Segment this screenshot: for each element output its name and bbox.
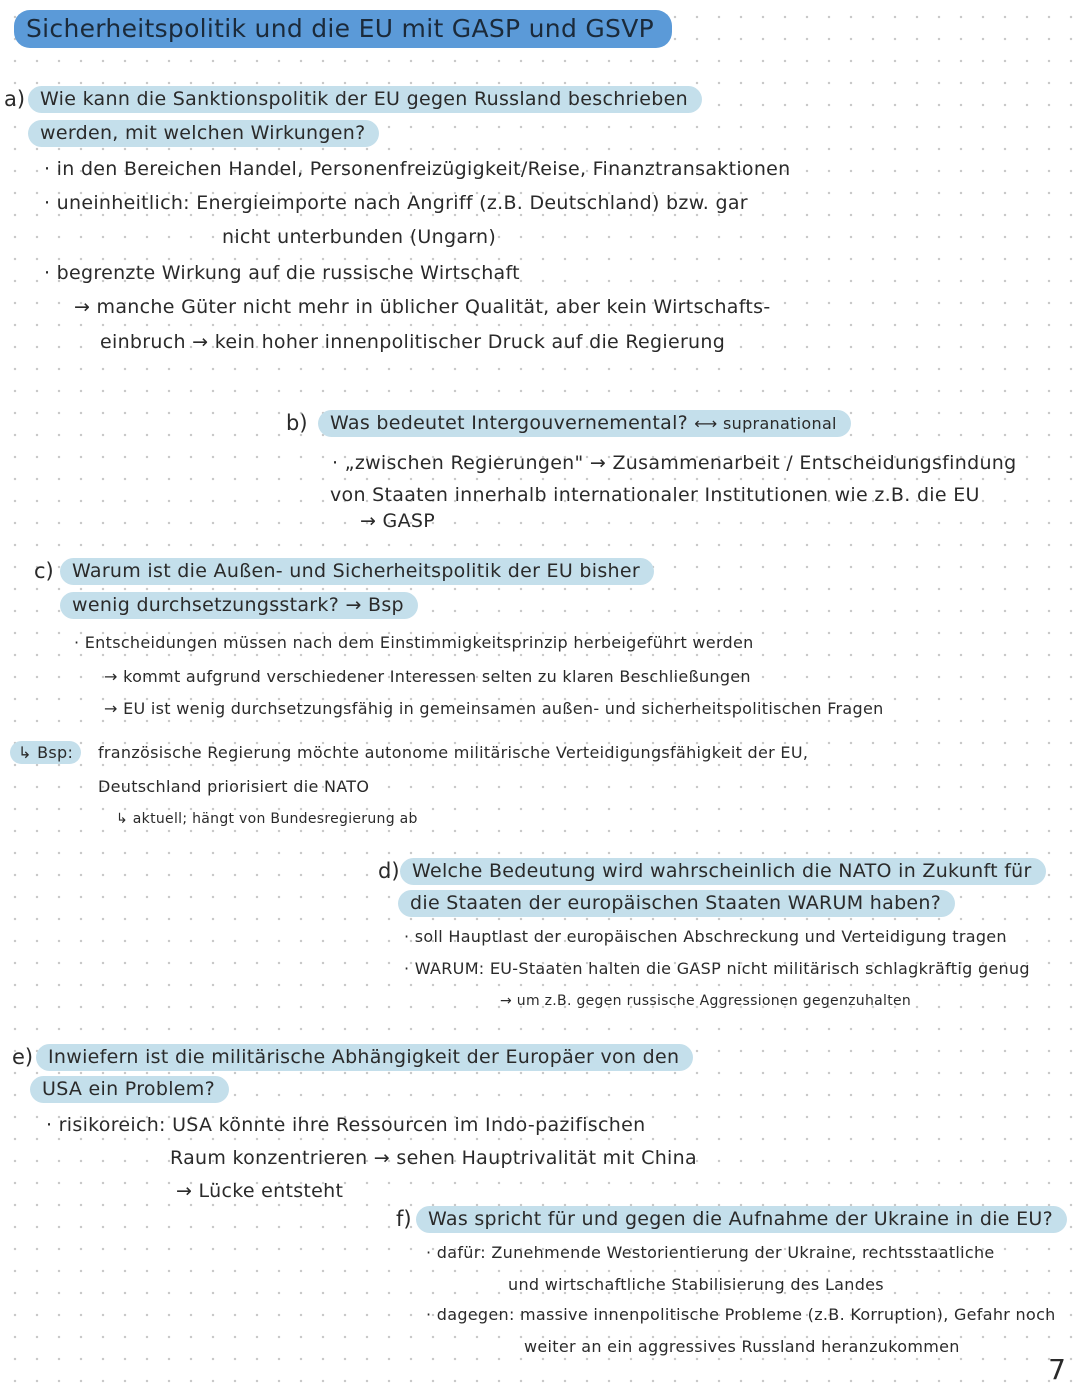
section-a-line: → manche Güter nicht mehr in üblicher Qualität, aber kein Wirtschafts-	[74, 296, 771, 318]
section-b-note: ⟷ supranational	[694, 414, 837, 433]
section-a-line: · in den Bereichen Handel, Personenfreizügigkeit/Reise, Finanztransaktionen	[44, 158, 791, 180]
section-a-line: · begrenzte Wirkung auf die russische Wirtschaft	[44, 262, 520, 284]
section-f-line: weiter an ein aggressives Russland heranzukommen	[524, 1337, 960, 1356]
section-a-line: · uneinheitlich: Energieimporte nach Angriff (z.B. Deutschland) bzw. gar	[44, 192, 748, 214]
section-f-line: · dafür: Zunehmende Westorientierung der Ukraine, rechtsstaatliche	[426, 1243, 995, 1262]
section-e-line: Raum konzentrieren → sehen Hauptrivalität mit China	[170, 1147, 697, 1169]
section-c-line: → kommt aufgrund verschiedener Interessen selten zu klaren Beschließungen	[104, 667, 751, 686]
section-c-question-note: → Bsp	[345, 594, 404, 616]
section-d-line: → um z.B. gegen russische Aggressionen gegenzuhalten	[500, 993, 912, 1009]
section-e-question-2: USA ein Problem?	[30, 1076, 229, 1102]
section-a-question-1: Wie kann die Sanktionspolitik der EU gegen Russland beschrieben	[28, 86, 702, 112]
section-b-line: von Staaten innerhalb internationaler Institutionen wie z.B. die EU	[330, 484, 980, 506]
page-number: 7	[1048, 1353, 1066, 1386]
section-b-line: · „zwischen Regierungen" → Zusammenarbeit / Entscheidungsfindung	[332, 452, 1017, 474]
section-b-question: Was bedeutet Intergouvernemental? ⟷ supranational	[318, 410, 851, 437]
section-a-line: einbruch → kein hoher innenpolitischer Druck auf die Regierung	[100, 331, 726, 353]
section-d-question-1: Welche Bedeutung wird wahrscheinlich die NATO in Zukunft für	[400, 858, 1046, 884]
section-c-bsp-line: Deutschland priorisiert die NATO	[98, 777, 370, 796]
section-c-bsp-line: ↳ aktuell; hängt von Bundesregierung ab	[116, 811, 418, 827]
section-a-label: a)	[4, 87, 26, 111]
section-f-label: f)	[396, 1207, 412, 1231]
section-c-question-1: Warum ist die Außen- und Sicherheitspolitik der EU bisher	[60, 558, 654, 584]
section-a-question-2: werden, mit welchen Wirkungen?	[28, 120, 379, 146]
section-c-label: c)	[34, 559, 54, 583]
section-f-line: und wirtschaftliche Stabilisierung des Landes	[508, 1275, 884, 1294]
section-c-line: · Entscheidungen müssen nach dem Einstimmigkeitsprinzip herbeigeführt werden	[74, 633, 754, 652]
section-f-line: · dagegen: massive innenpolitische Probleme (z.B. Korruption), Gefahr noch	[426, 1305, 1056, 1324]
section-d-line: · WARUM: EU-Staaten halten die GASP nicht militärisch schlagkräftig genug	[404, 959, 1030, 978]
section-e-line: → Lücke entsteht	[176, 1180, 344, 1202]
page-title: Sicherheitspolitik und die EU mit GASP und GSVP	[14, 16, 672, 44]
section-c-line: → EU ist wenig durchsetzungsfähig in gemeinsamen außen- und sicherheitspolitischen Fragen	[104, 699, 884, 718]
section-a-line: nicht unterbunden (Ungarn)	[222, 226, 497, 248]
section-c-question-2: wenig durchsetzungsstark? → Bsp	[60, 592, 418, 618]
section-e-label: e)	[12, 1045, 34, 1069]
section-d-label: d)	[378, 859, 400, 883]
section-c-bsp-line: französische Regierung möchte autonome militärische Verteidigungsfähigkeit der EU,	[98, 743, 809, 762]
section-b-line: → GASP	[360, 510, 435, 532]
section-f-question: Was spricht für und gegen die Aufnahme der Ukraine in die EU?	[416, 1206, 1067, 1232]
section-d-line: · soll Hauptlast der europäischen Abschreckung und Verteidigung tragen	[404, 927, 1007, 946]
section-b-label: b)	[286, 411, 308, 435]
section-d-question-2: die Staaten der europäischen Staaten WARUM haben?	[398, 890, 955, 916]
section-c-bsp-label: ↳ Bsp:	[10, 740, 81, 766]
section-e-line: · risikoreich: USA könnte ihre Ressourcen im Indo-pazifischen	[46, 1114, 646, 1136]
section-e-question-1: Inwiefern ist die militärische Abhängigkeit der Europäer von den	[36, 1044, 693, 1070]
